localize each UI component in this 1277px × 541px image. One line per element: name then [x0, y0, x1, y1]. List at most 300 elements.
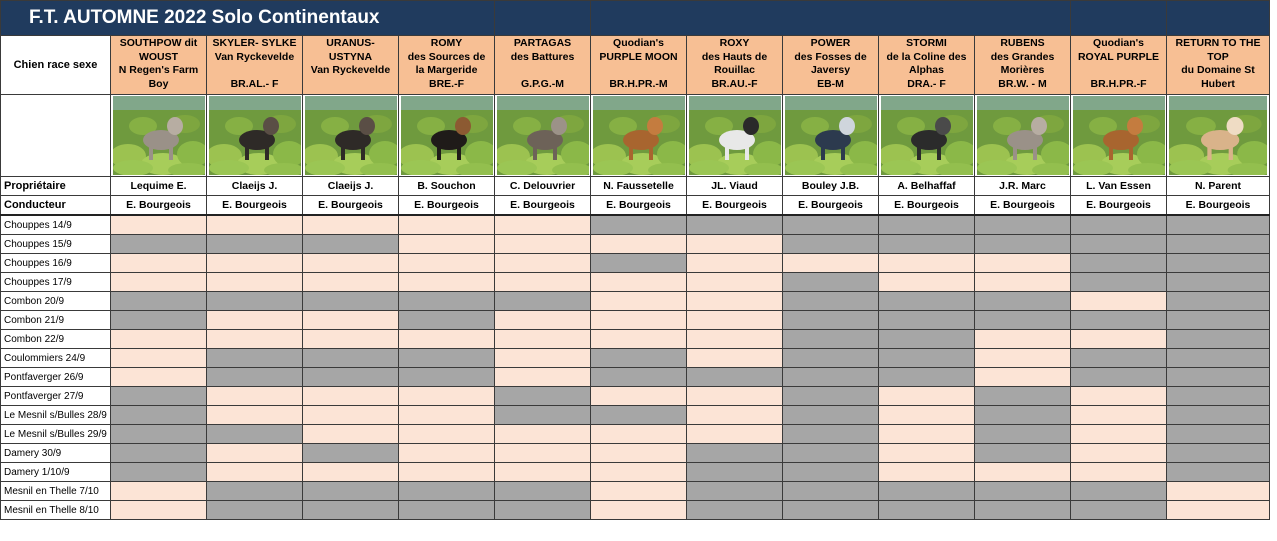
dog-header-6 [591, 36, 687, 95]
available-cell[interactable] [111, 349, 207, 368]
dog-header-line: Morières [1000, 64, 1045, 76]
unavailable-cell[interactable] [399, 368, 495, 387]
unavailable-cell[interactable] [783, 425, 879, 444]
unavailable-cell[interactable] [591, 368, 687, 387]
schedule-row [1, 311, 1270, 330]
dog-header-line: Van Ryckevelde [310, 64, 391, 76]
photo-cell [783, 95, 879, 177]
dog-photo-drahthaar [879, 96, 974, 175]
title-filler [495, 1, 591, 36]
available-cell[interactable] [399, 273, 495, 292]
event-label: Chouppes 16/9 [1, 254, 111, 273]
dog-header-2 [207, 36, 303, 95]
schedule-row [1, 368, 1270, 387]
available-cell[interactable] [975, 254, 1071, 273]
unavailable-cell[interactable] [111, 292, 207, 311]
dog-header-line: des Grandes [990, 50, 1055, 63]
available-cell[interactable] [687, 254, 783, 273]
unavailable-cell[interactable] [687, 482, 783, 501]
available-cell[interactable] [111, 482, 207, 501]
unavailable-cell[interactable] [303, 482, 399, 501]
unavailable-cell[interactable] [879, 330, 975, 349]
available-cell[interactable] [687, 235, 783, 254]
available-cell[interactable] [399, 463, 495, 482]
unavailable-cell[interactable] [879, 215, 975, 235]
unavailable-cell[interactable] [1167, 235, 1270, 254]
dog-header-line: Quodian's [1093, 37, 1144, 49]
available-cell[interactable] [303, 254, 399, 273]
dog-header-line [495, 64, 590, 78]
available-cell[interactable] [591, 463, 687, 482]
handler-cell: E. Bourgeois [495, 196, 591, 216]
unavailable-cell[interactable] [1071, 215, 1167, 235]
unavailable-cell[interactable] [783, 387, 879, 406]
available-cell[interactable] [591, 235, 687, 254]
unavailable-cell[interactable] [879, 311, 975, 330]
available-cell[interactable] [591, 425, 687, 444]
unavailable-cell[interactable] [879, 235, 975, 254]
available-cell[interactable] [495, 235, 591, 254]
available-cell[interactable] [303, 273, 399, 292]
available-cell[interactable] [687, 292, 783, 311]
owner-cell: N. Faussetelle [591, 177, 687, 196]
breed-header-label: Chien race sexe [1, 36, 111, 95]
available-cell[interactable] [303, 425, 399, 444]
unavailable-cell[interactable] [111, 444, 207, 463]
available-cell[interactable] [495, 215, 591, 235]
unavailable-cell[interactable] [399, 292, 495, 311]
available-cell[interactable] [591, 330, 687, 349]
dog-header-line: Alphas [908, 64, 944, 76]
dog-header-line: BR.H.PR.-F [1090, 77, 1147, 90]
unavailable-cell[interactable] [591, 215, 687, 235]
available-cell[interactable] [879, 406, 975, 425]
unavailable-cell[interactable] [1071, 273, 1167, 292]
owner-cell: C. Delouvrier [495, 177, 591, 196]
unavailable-cell[interactable] [687, 463, 783, 482]
unavailable-cell[interactable] [879, 482, 975, 501]
owner-label: Propriétaire [1, 177, 111, 196]
dog-photo-griffon [495, 96, 590, 175]
available-cell[interactable] [303, 215, 399, 235]
dog-header-line: PARTAGAS [513, 37, 572, 49]
unavailable-cell[interactable] [975, 406, 1071, 425]
available-cell[interactable] [399, 235, 495, 254]
photo-cell [1167, 95, 1270, 177]
unavailable-cell[interactable] [975, 387, 1071, 406]
available-cell[interactable] [495, 330, 591, 349]
unavailable-cell[interactable] [303, 368, 399, 387]
dog-header-row [1, 36, 1270, 95]
photo-cell [1071, 95, 1167, 177]
unavailable-cell[interactable] [399, 349, 495, 368]
unavailable-cell[interactable] [591, 349, 687, 368]
unavailable-cell[interactable] [207, 368, 303, 387]
dog-photo-vizsla [1071, 96, 1166, 175]
unavailable-cell[interactable] [879, 349, 975, 368]
unavailable-cell[interactable] [783, 349, 879, 368]
schedule-row [1, 387, 1270, 406]
owner-cell: L. Van Essen [1071, 177, 1167, 196]
dog-header-line: PURPLE MOON [599, 50, 678, 63]
schedule-row [1, 292, 1270, 311]
dog-header-line: ROYAL PURPLE [1077, 50, 1160, 63]
unavailable-cell[interactable] [303, 235, 399, 254]
available-cell[interactable] [495, 254, 591, 273]
handler-row [1, 196, 1270, 216]
photo-label-cell [1, 95, 111, 177]
dog-photo-weimaraner [975, 96, 1070, 175]
dog-header-line: du Domaine St [1181, 64, 1255, 76]
dog-header-12 [1167, 36, 1270, 95]
unavailable-cell[interactable] [495, 292, 591, 311]
unavailable-cell[interactable] [1071, 482, 1167, 501]
available-cell[interactable] [1071, 444, 1167, 463]
available-cell[interactable] [111, 368, 207, 387]
event-label: Combon 22/9 [1, 330, 111, 349]
unavailable-cell[interactable] [1167, 311, 1270, 330]
available-cell[interactable] [879, 444, 975, 463]
available-cell[interactable] [399, 254, 495, 273]
available-cell[interactable] [687, 425, 783, 444]
available-cell[interactable] [591, 501, 687, 520]
schedule-row [1, 482, 1270, 501]
photo-cell [207, 95, 303, 177]
unavailable-cell[interactable] [975, 215, 1071, 235]
unavailable-cell[interactable] [303, 292, 399, 311]
event-label: Chouppes 17/9 [1, 273, 111, 292]
unavailable-cell[interactable] [975, 482, 1071, 501]
dog-photo-auvergne [687, 96, 782, 175]
unavailable-cell[interactable] [1071, 235, 1167, 254]
unavailable-cell[interactable] [1167, 444, 1270, 463]
unavailable-cell[interactable] [1167, 368, 1270, 387]
event-label: Combon 20/9 [1, 292, 111, 311]
available-cell[interactable] [1071, 406, 1167, 425]
unavailable-cell[interactable] [111, 463, 207, 482]
unavailable-cell[interactable] [783, 273, 879, 292]
available-cell[interactable] [975, 368, 1071, 387]
handler-cell: E. Bourgeois [303, 196, 399, 216]
dog-header-10 [975, 36, 1071, 95]
available-cell[interactable] [399, 444, 495, 463]
available-cell[interactable] [975, 349, 1071, 368]
schedule-row [1, 501, 1270, 520]
available-cell[interactable] [591, 444, 687, 463]
unavailable-cell[interactable] [207, 292, 303, 311]
dog-photo-vizsla [591, 96, 686, 175]
dog-header-line: SKYLER- SYLKE [212, 37, 297, 49]
schedule-row [1, 330, 1270, 349]
unavailable-cell[interactable] [1167, 349, 1270, 368]
owner-cell: JL. Viaud [687, 177, 783, 196]
unavailable-cell[interactable] [399, 482, 495, 501]
dog-header-7 [687, 36, 783, 95]
unavailable-cell[interactable] [1167, 387, 1270, 406]
title-row [1, 1, 1270, 36]
available-cell[interactable] [879, 463, 975, 482]
unavailable-cell[interactable] [1167, 292, 1270, 311]
available-cell[interactable] [495, 425, 591, 444]
schedule-row [1, 349, 1270, 368]
event-label: Damery 1/10/9 [1, 463, 111, 482]
event-label: Mesnil en Thelle 7/10 [1, 482, 111, 501]
available-cell[interactable] [1071, 387, 1167, 406]
unavailable-cell[interactable] [1071, 254, 1167, 273]
dog-photo-german-shorthaired [207, 96, 302, 175]
available-cell[interactable] [975, 273, 1071, 292]
available-cell[interactable] [1071, 463, 1167, 482]
dog-header-line: RETURN TO THE [1175, 37, 1261, 49]
available-cell[interactable] [207, 387, 303, 406]
available-cell[interactable] [591, 273, 687, 292]
available-cell[interactable] [495, 368, 591, 387]
unavailable-cell[interactable] [1071, 311, 1167, 330]
unavailable-cell[interactable] [975, 311, 1071, 330]
dog-header-line: G.P.G.-M [521, 77, 564, 90]
available-cell[interactable] [111, 501, 207, 520]
dog-header-line [1071, 64, 1166, 78]
schedule-row [1, 444, 1270, 463]
dog-header-line: Boy [148, 77, 169, 90]
handler-cell: E. Bourgeois [591, 196, 687, 216]
available-cell[interactable] [399, 330, 495, 349]
available-cell[interactable] [495, 444, 591, 463]
available-cell[interactable] [207, 311, 303, 330]
handler-cell: E. Bourgeois [879, 196, 975, 216]
photo-row [1, 95, 1270, 177]
available-cell[interactable] [687, 330, 783, 349]
available-cell[interactable] [1071, 330, 1167, 349]
available-cell[interactable] [879, 254, 975, 273]
dog-photo-breton [399, 96, 494, 175]
dog-header-line [303, 78, 398, 92]
unavailable-cell[interactable] [111, 235, 207, 254]
unavailable-cell[interactable] [207, 501, 303, 520]
unavailable-cell[interactable] [303, 349, 399, 368]
unavailable-cell[interactable] [975, 235, 1071, 254]
unavailable-cell[interactable] [783, 292, 879, 311]
dog-header-line: STORMI [906, 37, 947, 49]
photo-cell [879, 95, 975, 177]
available-cell[interactable] [1167, 482, 1270, 501]
available-cell[interactable] [207, 330, 303, 349]
unavailable-cell[interactable] [111, 406, 207, 425]
sheet-title: F.T. AUTOMNE 2022 Solo Continentaux [1, 1, 495, 36]
available-cell[interactable] [207, 215, 303, 235]
unavailable-cell[interactable] [687, 215, 783, 235]
unavailable-cell[interactable] [591, 406, 687, 425]
handler-cell: E. Bourgeois [207, 196, 303, 216]
unavailable-cell[interactable] [879, 501, 975, 520]
unavailable-cell[interactable] [207, 235, 303, 254]
available-cell[interactable] [399, 215, 495, 235]
available-cell[interactable] [207, 406, 303, 425]
unavailable-cell[interactable] [687, 501, 783, 520]
available-cell[interactable] [591, 387, 687, 406]
dog-photo-epagneul [783, 96, 878, 175]
unavailable-cell[interactable] [783, 463, 879, 482]
unavailable-cell[interactable] [975, 501, 1071, 520]
unavailable-cell[interactable] [783, 215, 879, 235]
unavailable-cell[interactable] [399, 501, 495, 520]
event-label: Pontfaverger 27/9 [1, 387, 111, 406]
dog-header-line: de la Coline des [886, 50, 967, 63]
unavailable-cell[interactable] [1167, 463, 1270, 482]
unavailable-cell[interactable] [399, 311, 495, 330]
unavailable-cell[interactable] [111, 311, 207, 330]
owner-cell: Claeijs J. [303, 177, 399, 196]
photo-cell [687, 95, 783, 177]
handler-cell: E. Bourgeois [1071, 196, 1167, 216]
photo-cell [399, 95, 495, 177]
unavailable-cell[interactable] [975, 444, 1071, 463]
available-cell[interactable] [495, 463, 591, 482]
unavailable-cell[interactable] [495, 406, 591, 425]
available-cell[interactable] [687, 349, 783, 368]
available-cell[interactable] [591, 482, 687, 501]
unavailable-cell[interactable] [879, 292, 975, 311]
unavailable-cell[interactable] [975, 292, 1071, 311]
available-cell[interactable] [687, 311, 783, 330]
dog-header-line: Javersy [810, 64, 851, 76]
unavailable-cell[interactable] [1167, 254, 1270, 273]
owner-cell: Claeijs J. [207, 177, 303, 196]
handler-cell: E. Bourgeois [783, 196, 879, 216]
photo-cell [111, 95, 207, 177]
available-cell[interactable] [303, 463, 399, 482]
unavailable-cell[interactable] [1071, 368, 1167, 387]
unavailable-cell[interactable] [783, 235, 879, 254]
schedule-row [1, 254, 1270, 273]
dog-header-8 [783, 36, 879, 95]
unavailable-cell[interactable] [495, 482, 591, 501]
unavailable-cell[interactable] [591, 254, 687, 273]
available-cell[interactable] [975, 330, 1071, 349]
dog-photo-german-shorthaired [303, 96, 398, 175]
unavailable-cell[interactable] [1167, 215, 1270, 235]
unavailable-cell[interactable] [1071, 349, 1167, 368]
available-cell[interactable] [303, 387, 399, 406]
dog-header-line: POWER [810, 37, 851, 49]
available-cell[interactable] [591, 311, 687, 330]
available-cell[interactable] [399, 387, 495, 406]
unavailable-cell[interactable] [303, 444, 399, 463]
available-cell[interactable] [207, 254, 303, 273]
unavailable-cell[interactable] [111, 425, 207, 444]
available-cell[interactable] [591, 292, 687, 311]
unavailable-cell[interactable] [879, 368, 975, 387]
unavailable-cell[interactable] [1167, 406, 1270, 425]
event-label: Combon 21/9 [1, 311, 111, 330]
available-cell[interactable] [495, 273, 591, 292]
schedule-row [1, 425, 1270, 444]
unavailable-cell[interactable] [111, 387, 207, 406]
unavailable-cell[interactable] [783, 501, 879, 520]
unavailable-cell[interactable] [783, 482, 879, 501]
title-filler [1071, 1, 1167, 36]
available-cell[interactable] [1071, 292, 1167, 311]
available-cell[interactable] [303, 330, 399, 349]
dog-header-line: Van Ryckevelde [214, 50, 295, 63]
unavailable-cell[interactable] [783, 444, 879, 463]
unavailable-cell[interactable] [207, 349, 303, 368]
available-cell[interactable] [1071, 425, 1167, 444]
available-cell[interactable] [399, 406, 495, 425]
available-cell[interactable] [495, 311, 591, 330]
unavailable-cell[interactable] [1071, 501, 1167, 520]
dog-photo-spinone [1167, 96, 1269, 175]
unavailable-cell[interactable] [1167, 330, 1270, 349]
available-cell[interactable] [207, 444, 303, 463]
available-cell[interactable] [111, 273, 207, 292]
available-cell[interactable] [687, 406, 783, 425]
available-cell[interactable] [303, 406, 399, 425]
unavailable-cell[interactable] [207, 425, 303, 444]
owner-cell: N. Parent [1167, 177, 1270, 196]
unavailable-cell[interactable] [783, 311, 879, 330]
dog-header-line: des Battures [510, 50, 575, 63]
available-cell[interactable] [111, 254, 207, 273]
dog-header-line: BR.H.PR.-M [609, 77, 668, 90]
owner-cell: B. Souchon [399, 177, 495, 196]
dog-header-line: BR.W. - M [998, 77, 1047, 90]
available-cell[interactable] [399, 425, 495, 444]
available-cell[interactable] [111, 215, 207, 235]
available-cell[interactable] [687, 387, 783, 406]
dog-header-line: des Sources de [407, 50, 486, 63]
available-cell[interactable] [975, 463, 1071, 482]
unavailable-cell[interactable] [1167, 425, 1270, 444]
available-cell[interactable] [879, 425, 975, 444]
dog-header-line: BR.AU.-F [711, 77, 758, 90]
unavailable-cell[interactable] [303, 501, 399, 520]
unavailable-cell[interactable] [975, 425, 1071, 444]
event-label: Mesnil en Thelle 8/10 [1, 501, 111, 520]
available-cell[interactable] [687, 273, 783, 292]
owner-row [1, 177, 1270, 196]
unavailable-cell[interactable] [207, 482, 303, 501]
available-cell[interactable] [879, 273, 975, 292]
schedule-row [1, 215, 1270, 235]
dog-header-line: URANUS- [326, 37, 375, 49]
available-cell[interactable] [207, 273, 303, 292]
dog-header-line: TOP [1207, 50, 1229, 63]
schedule-row [1, 273, 1270, 292]
owner-cell: Bouley J.B. [783, 177, 879, 196]
dog-header-11 [1071, 36, 1167, 95]
unavailable-cell[interactable] [687, 444, 783, 463]
available-cell[interactable] [1167, 501, 1270, 520]
available-cell[interactable] [111, 330, 207, 349]
schedule-row [1, 463, 1270, 482]
unavailable-cell[interactable] [1167, 273, 1270, 292]
available-cell[interactable] [783, 254, 879, 273]
available-cell[interactable] [303, 311, 399, 330]
dog-header-line: Hubert [1201, 77, 1235, 90]
unavailable-cell[interactable] [783, 406, 879, 425]
owner-cell: A. Belhaffaf [879, 177, 975, 196]
unavailable-cell[interactable] [687, 368, 783, 387]
available-cell[interactable] [879, 387, 975, 406]
unavailable-cell[interactable] [495, 387, 591, 406]
unavailable-cell[interactable] [783, 330, 879, 349]
unavailable-cell[interactable] [495, 501, 591, 520]
dog-header-line [207, 64, 302, 78]
unavailable-cell[interactable] [783, 368, 879, 387]
available-cell[interactable] [207, 463, 303, 482]
available-cell[interactable] [495, 349, 591, 368]
